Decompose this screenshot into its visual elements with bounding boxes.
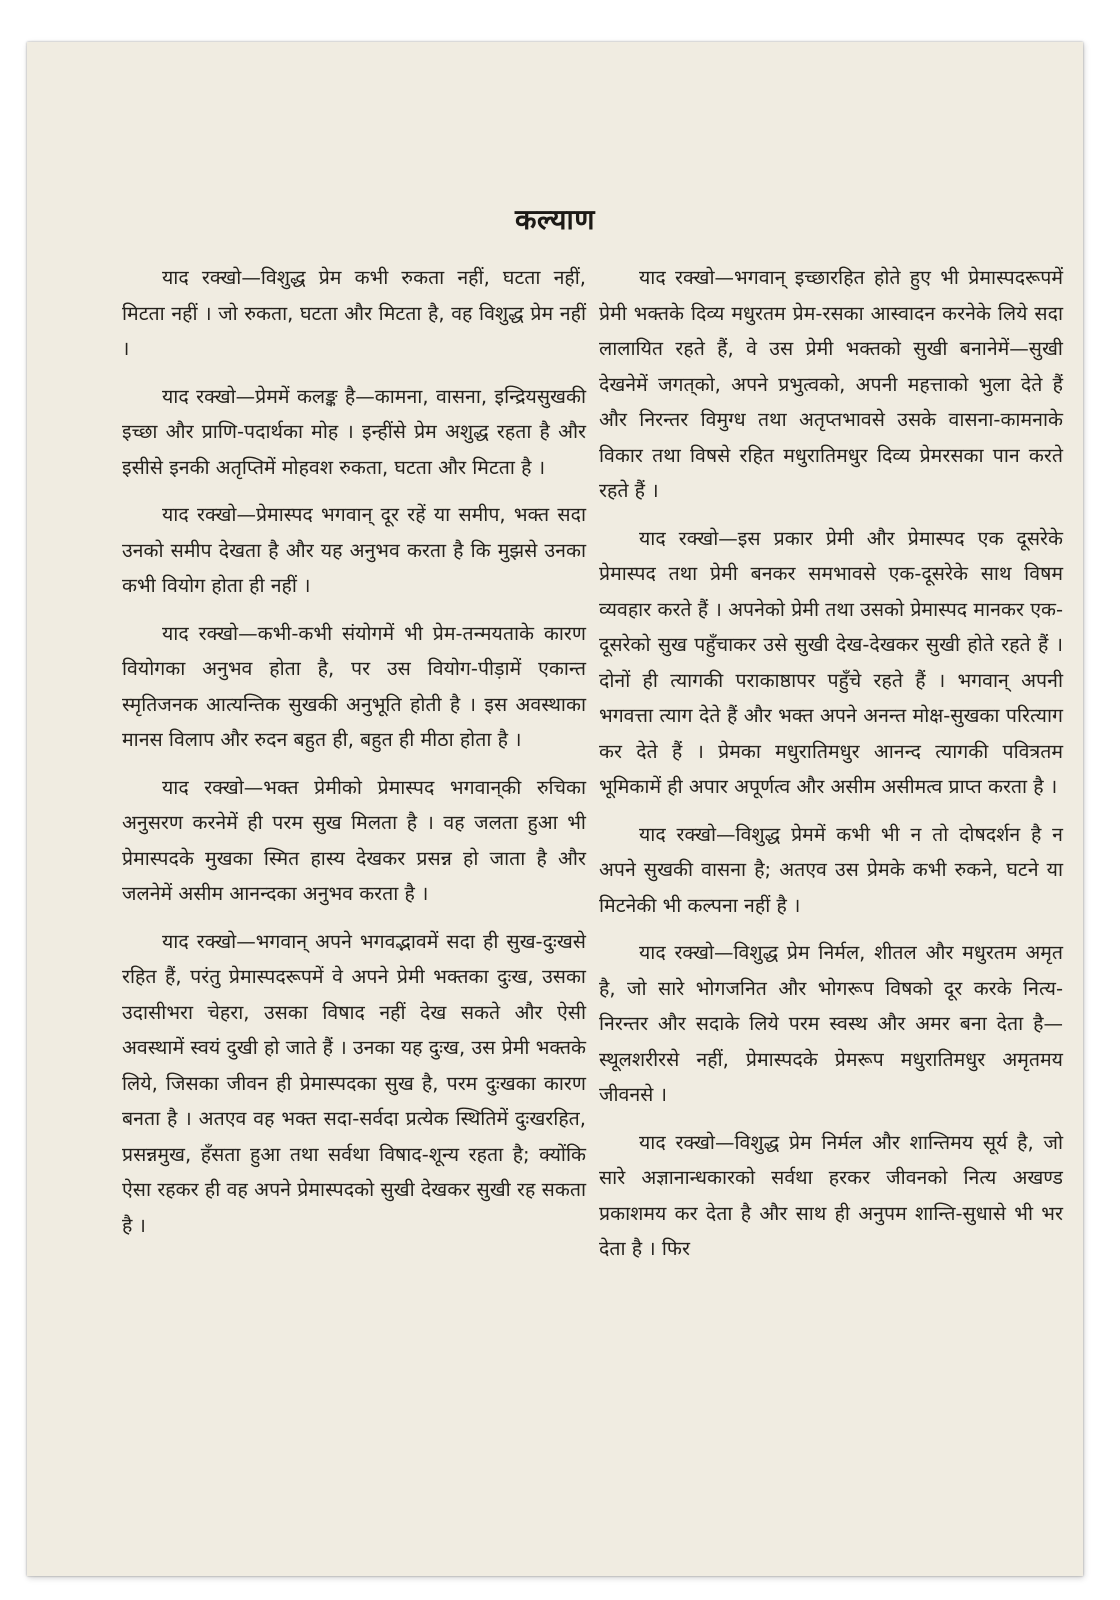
- paragraph: याद रक्खो—प्रेममें कलङ्क है—कामना, वासना, इन्द्रियसुखकी इच्छा और प्राणि-पदार्थका मोह । इन्हींसे प्रेम अशुद्ध रहता है और इसीसे इनकी अतृप्तिमें मोहवश रुकता, घटता और मिटता है ।: [122, 384, 586, 479]
- paragraph: याद रक्खो—भगवान् अपने भगवद्भावमें सदा ही सुख-दुःखसे रहित हैं, परंतु प्रेमास्पदरूपमें वे अपने प्रेमी भक्तका दुःख, उसका उदासीभरा चेहरा, उसका विषाद नहीं देख सकते और ऐसी अवस्थामें स्वयं दुखी हो जाते हैं । उनका यह दुःख, उस प्रेमी भक्तके लिये, जिसका जीवन ही प्रेमास्पदका सुख है, परम दुःखका कारण बनता है । अतएव वह भक्त सदा-सर्वदा प्रत्येक स्थितिमें दुःखरहित, प्रसन्नमुख, हँसता हुआ तथा सर्वथा विषाद-शून्य रहता है; क्योंकि ऐसा रहकर ही वह अपने प्रेमास्पदको सुखी देखकर सुखी रह सकता है ।: [122, 929, 586, 1237]
- paragraph: याद रक्खो—विशुद्ध प्रेम निर्मल और शान्तिमय सूर्य है, जो सारे अज्ञानान्धकारको सर्वथा हरकर जीवनको नित्य अखण्ड प्रकाशमय कर देता है और साथ ही अनुपम शान्ति-सुधासे भी भर देता है । फिर: [599, 1130, 1063, 1260]
- paragraph: याद रक्खो—कभी-कभी संयोगमें भी प्रेम-तन्मयताके कारण वियोगका अनुभव होता है, पर उस वियोग-पीड़ामें एकान्त स्मृतिजनक आत्यन्तिक सुखकी अनुभूति होती है । इस अवस्थाका मानस विलाप और रुदन बहुत ही, बहुत ही मीठा होता है ।: [122, 621, 586, 751]
- right-column: [599, 260, 1063, 1279]
- page-sheet: [27, 42, 1083, 1576]
- paragraph: याद रक्खो—इस प्रकार प्रेमी और प्रेमास्पद एक दूसरेके प्रेमास्पद तथा प्रेमी बनकर समभावसे एक-दूसरेके साथ विषम व्यवहार करते हैं । अपनेको प्रेमी तथा उसको प्रेमास्पद मानकर एक-दूसरेको सुख पहुँचाकर उसे सुखी देख-देखकर सुखी होते रहते हैं । दोनों ही त्यागकी पराकाष्ठापर पहुँचे रहते हैं । भगवान् अपनी भगवत्ता त्याग देते हैं और भक्त अपने अनन्त मोक्ष-सुखका परित्याग कर देते हैं । प्रेमका मधुरातिमधुर आनन्द त्यागकी पवित्रतम भूमिकामें ही अपार अपूर्णत्व और असीम असीमत्व प्राप्त करता है ।: [599, 526, 1063, 798]
- page-title: कल्याण: [514, 203, 596, 236]
- paragraph: याद रक्खो—विशुद्ध प्रेम कभी रुकता नहीं, घटता नहीं, मिटता नहीं । जो रुकता, घटता और मिटता है, वह विशुद्ध प्रेम नहीं ।: [122, 266, 586, 360]
- paragraph: याद रक्खो—विशुद्ध प्रेममें कभी भी न तो दोषदर्शन है न अपने सुखकी वासना है; अतएव उस प्रेमके कभी रुकने, घटने या मिटनेकी भी कल्पना नहीं है ।: [599, 822, 1063, 917]
- left-column: [122, 260, 586, 1255]
- paragraph: याद रक्खो—विशुद्ध प्रेम निर्मल, शीतल और मधुरतम अमृत है, जो सारे भोगजनित और भोगरूप विषको दूर करके नित्य-निरन्तर और सदाके लिये परम स्वस्थ और अमर बना देता है—स्थूलशरीरसे नहीं, प्रेमास्पदके प्रेमरूप मधुरातिमधुर अमृतमय जीवनसे ।: [599, 941, 1063, 1106]
- paragraph: याद रक्खो—भक्त प्रेमीको प्रेमास्पद भगवान्‌की रुचिका अनुसरण करनेमें ही परम सुख मिलता है । वह जलता हुआ भी प्रेमास्पदके मुखका स्मित हास्य देखकर प्रसन्न हो जाता है और जलनेमें असीम आनन्दका अनुभव करता है ।: [122, 775, 586, 905]
- paragraph: याद रक्खो—भगवान् इच्छारहित होते हुए भी प्रेमास्पदरूपमें प्रेमी भक्तके दिव्य मधुरतम प्रेम-रसका आस्वादन करनेके लिये सदा लालायित रहते हैं, वे उस प्रेमी भक्तको सुखी बनानेमें—सुखी देखनेमें जगत्‌को, अपने प्रभुत्वको, अपनी महत्ताको भुला देते हैं और निरन्तर विमुग्ध तथा अतृप्तभावसे उसके वासना-कामनाके विकार तथा विषसे रहित मधुरातिमधुर दिव्य प्रेमरसका पान करते रहते हैं ।: [599, 266, 1063, 502]
- paragraph: याद रक्खो—प्रेमास्पद भगवान् दूर रहें या समीप, भक्त सदा उनको समीप देखता है और यह अनुभव करता है कि मुझसे उनका कभी वियोग होता ही नहीं ।: [122, 503, 586, 597]
